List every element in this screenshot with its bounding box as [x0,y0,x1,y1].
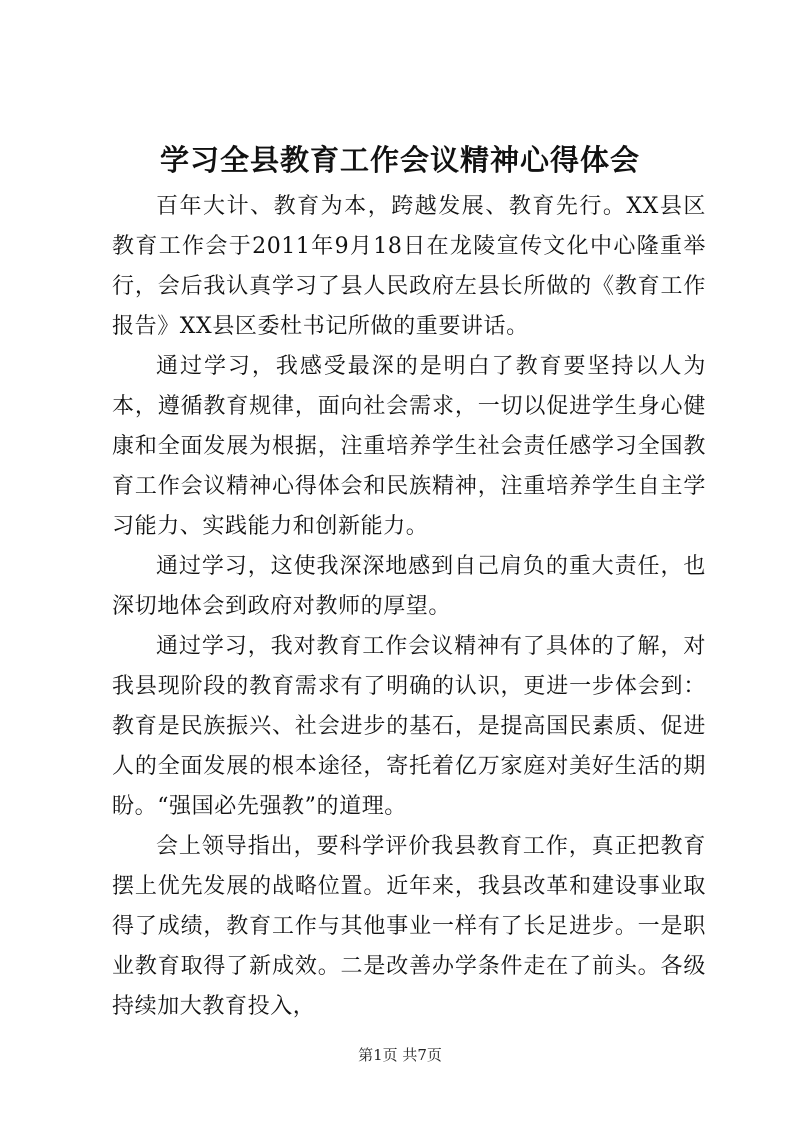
paragraph-3: 通过学习，这使我深深地感到自己肩负的重大责任，也深切地体会到政府对教师的厚望。 [112,554,706,619]
page-footer: 第1页 共7页 [358,1046,442,1064]
document-body [112,187,706,1027]
paragraph-4: 通过学习，我对教育工作会议精神有了具体的了解，对我县现阶段的教育需求有了明确的认识，更进一步体会到：教育是民族振兴、社会进步的基石，是提高国民素质、促进人的全面发展的根本途径，寄托着亿万家庭对美好生活的期盼。“强国必先强教”的道理。 [112,634,706,819]
paragraph-2: 通过学习，我感受最深的是明白了教育要坚持以人为本，遵循教育规律，面向社会需求，一切以促进学生身心健康和全面发展为根据，注重培养学生社会责任感学习全国教育工作会议精神心得体会和民族精神，注重培养学生自主学习能力、实践能力和创新能力。 [112,354,706,539]
paragraph-1: 百年大计、教育为本，跨越发展、教育先行。XX县区教育工作会于2011年9月18日在龙陵宣传文化中心隆重举行，会后我认真学习了县人民政府左县长所做的《教育工作报告》XX县区委杜书记所做的重要讲话。 [112,194,706,339]
paragraph-5: 会上领导指出，要科学评价我县教育工作，真正把教育摆上优先发展的战略位置。近年来，我县改革和建设事业取得了成绩，教育工作与其他事业一样有了长足进步。一是职业教育取得了新成效。二是改善办学条件走在了前头。各级持续加大教育投入， [112,834,706,1019]
document-title: 学习全县教育工作会议精神心得体会 [159,143,640,177]
